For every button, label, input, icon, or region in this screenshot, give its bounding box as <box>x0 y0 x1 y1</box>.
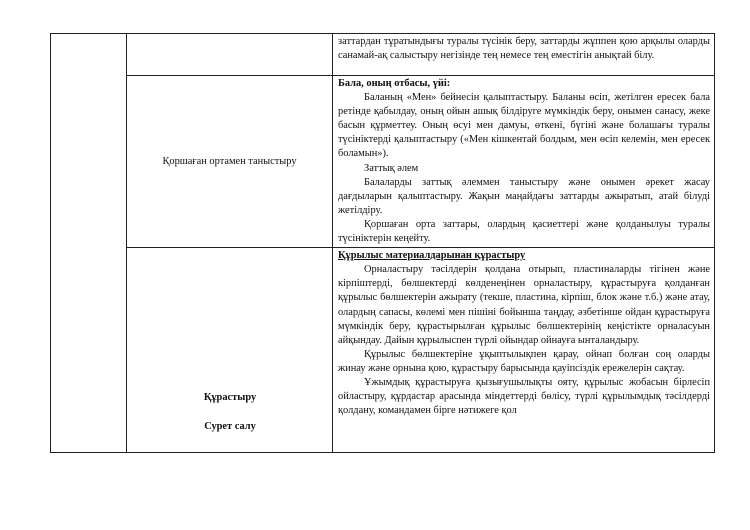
subject-cell <box>127 76 333 248</box>
empty-cell <box>51 34 127 453</box>
paragraph: Заттық әлем <box>364 162 419 174</box>
subject-label: Сурет салу <box>204 421 256 433</box>
curriculum-table <box>50 33 715 453</box>
continuation-text: заттардан тұратындығы туралы түсінік беру, заттарды жұппен қою арқылы оларды санамай-ақ салыстыру негізінде тең немесе тең еместігін анықтай білу. <box>338 36 710 62</box>
subject-cell <box>127 248 333 453</box>
section-heading: Бала, оның отбасы, үйі: <box>338 78 451 89</box>
paragraph: Орналастыру тәсілдерін қолдана отырып, пластиналарды тігінен және кірпіштерді, бөлшектерді көлденеңінен орналастыру, құрастыруға қолданған құрылыс бөлшектерін ажырату (текше, пластина, кірпіш, блок және т.б.) және атау, олардың сапасы, көлемі мен пішіні бойынша таңдау, әзбетінше ойдан құрастыруға мүмкіндік беру, құрастырылған құрылыс бөлшектерінің кеңістікте орналасуын айқындау. Дайын құрылыспен түрлі ойындар ойнауға ынталандыру. <box>338 264 710 346</box>
paragraph: Ұжымдық құрастыруға қызығушылықты ояту, құрылыс жобасын бірлесіп ойластыру, құрдастар арасында міндеттерді бөлісу, түрлі құрылымдық тәсілдерді қолдану, командамен бірге нәтижеге қол <box>338 376 710 417</box>
subject-label: Құрастыру <box>203 392 257 404</box>
table-row <box>51 76 715 248</box>
subject-label: Қоршаған ортамен таныстыру <box>162 155 297 167</box>
paragraph: Балаларды заттық әлеммен таныстыру және онымен әрекет жасау дағдыларын қалыптастыру. Жақын маңайдағы заттарды ажыратып, атай білуді жетілдіру. <box>338 176 710 216</box>
section-heading: Құрылыс материалдарынан құрастыру <box>338 250 526 262</box>
empty-cell <box>127 34 333 76</box>
content-cell <box>333 76 715 248</box>
paragraph: Құрылыс бөлшектеріне ұқыптылықпен қарау, ойнап болған соң оларды жинау және орнына қою, құрастыру барысында қауіпсіздік ережелерін сақтау. <box>338 348 710 374</box>
content-cell <box>333 34 715 76</box>
table-row <box>51 248 715 453</box>
content-cell <box>333 248 715 453</box>
paragraph: Қоршаған орта заттары, олардың қасиеттері және қолданылуы туралы түсініктерін кеңейту. <box>338 218 710 245</box>
table-row <box>51 34 715 76</box>
paragraph: Баланың «Мен» бейнесін қалыптастыру. Баланы өсіп, жетілген ересек бала ретінде қабылдау, оның ойын ашық білдіруге мүмкіндік беру, онымен санасу, жеке басын құрметтеу. Оның өсуі мен дамуы, өткені, бүгіні және болашағы туралы түсініктерді қалыптастыру («Мен кішкентай болдым, мен өсіп келемін, мен ересек боламын»). <box>338 92 710 160</box>
